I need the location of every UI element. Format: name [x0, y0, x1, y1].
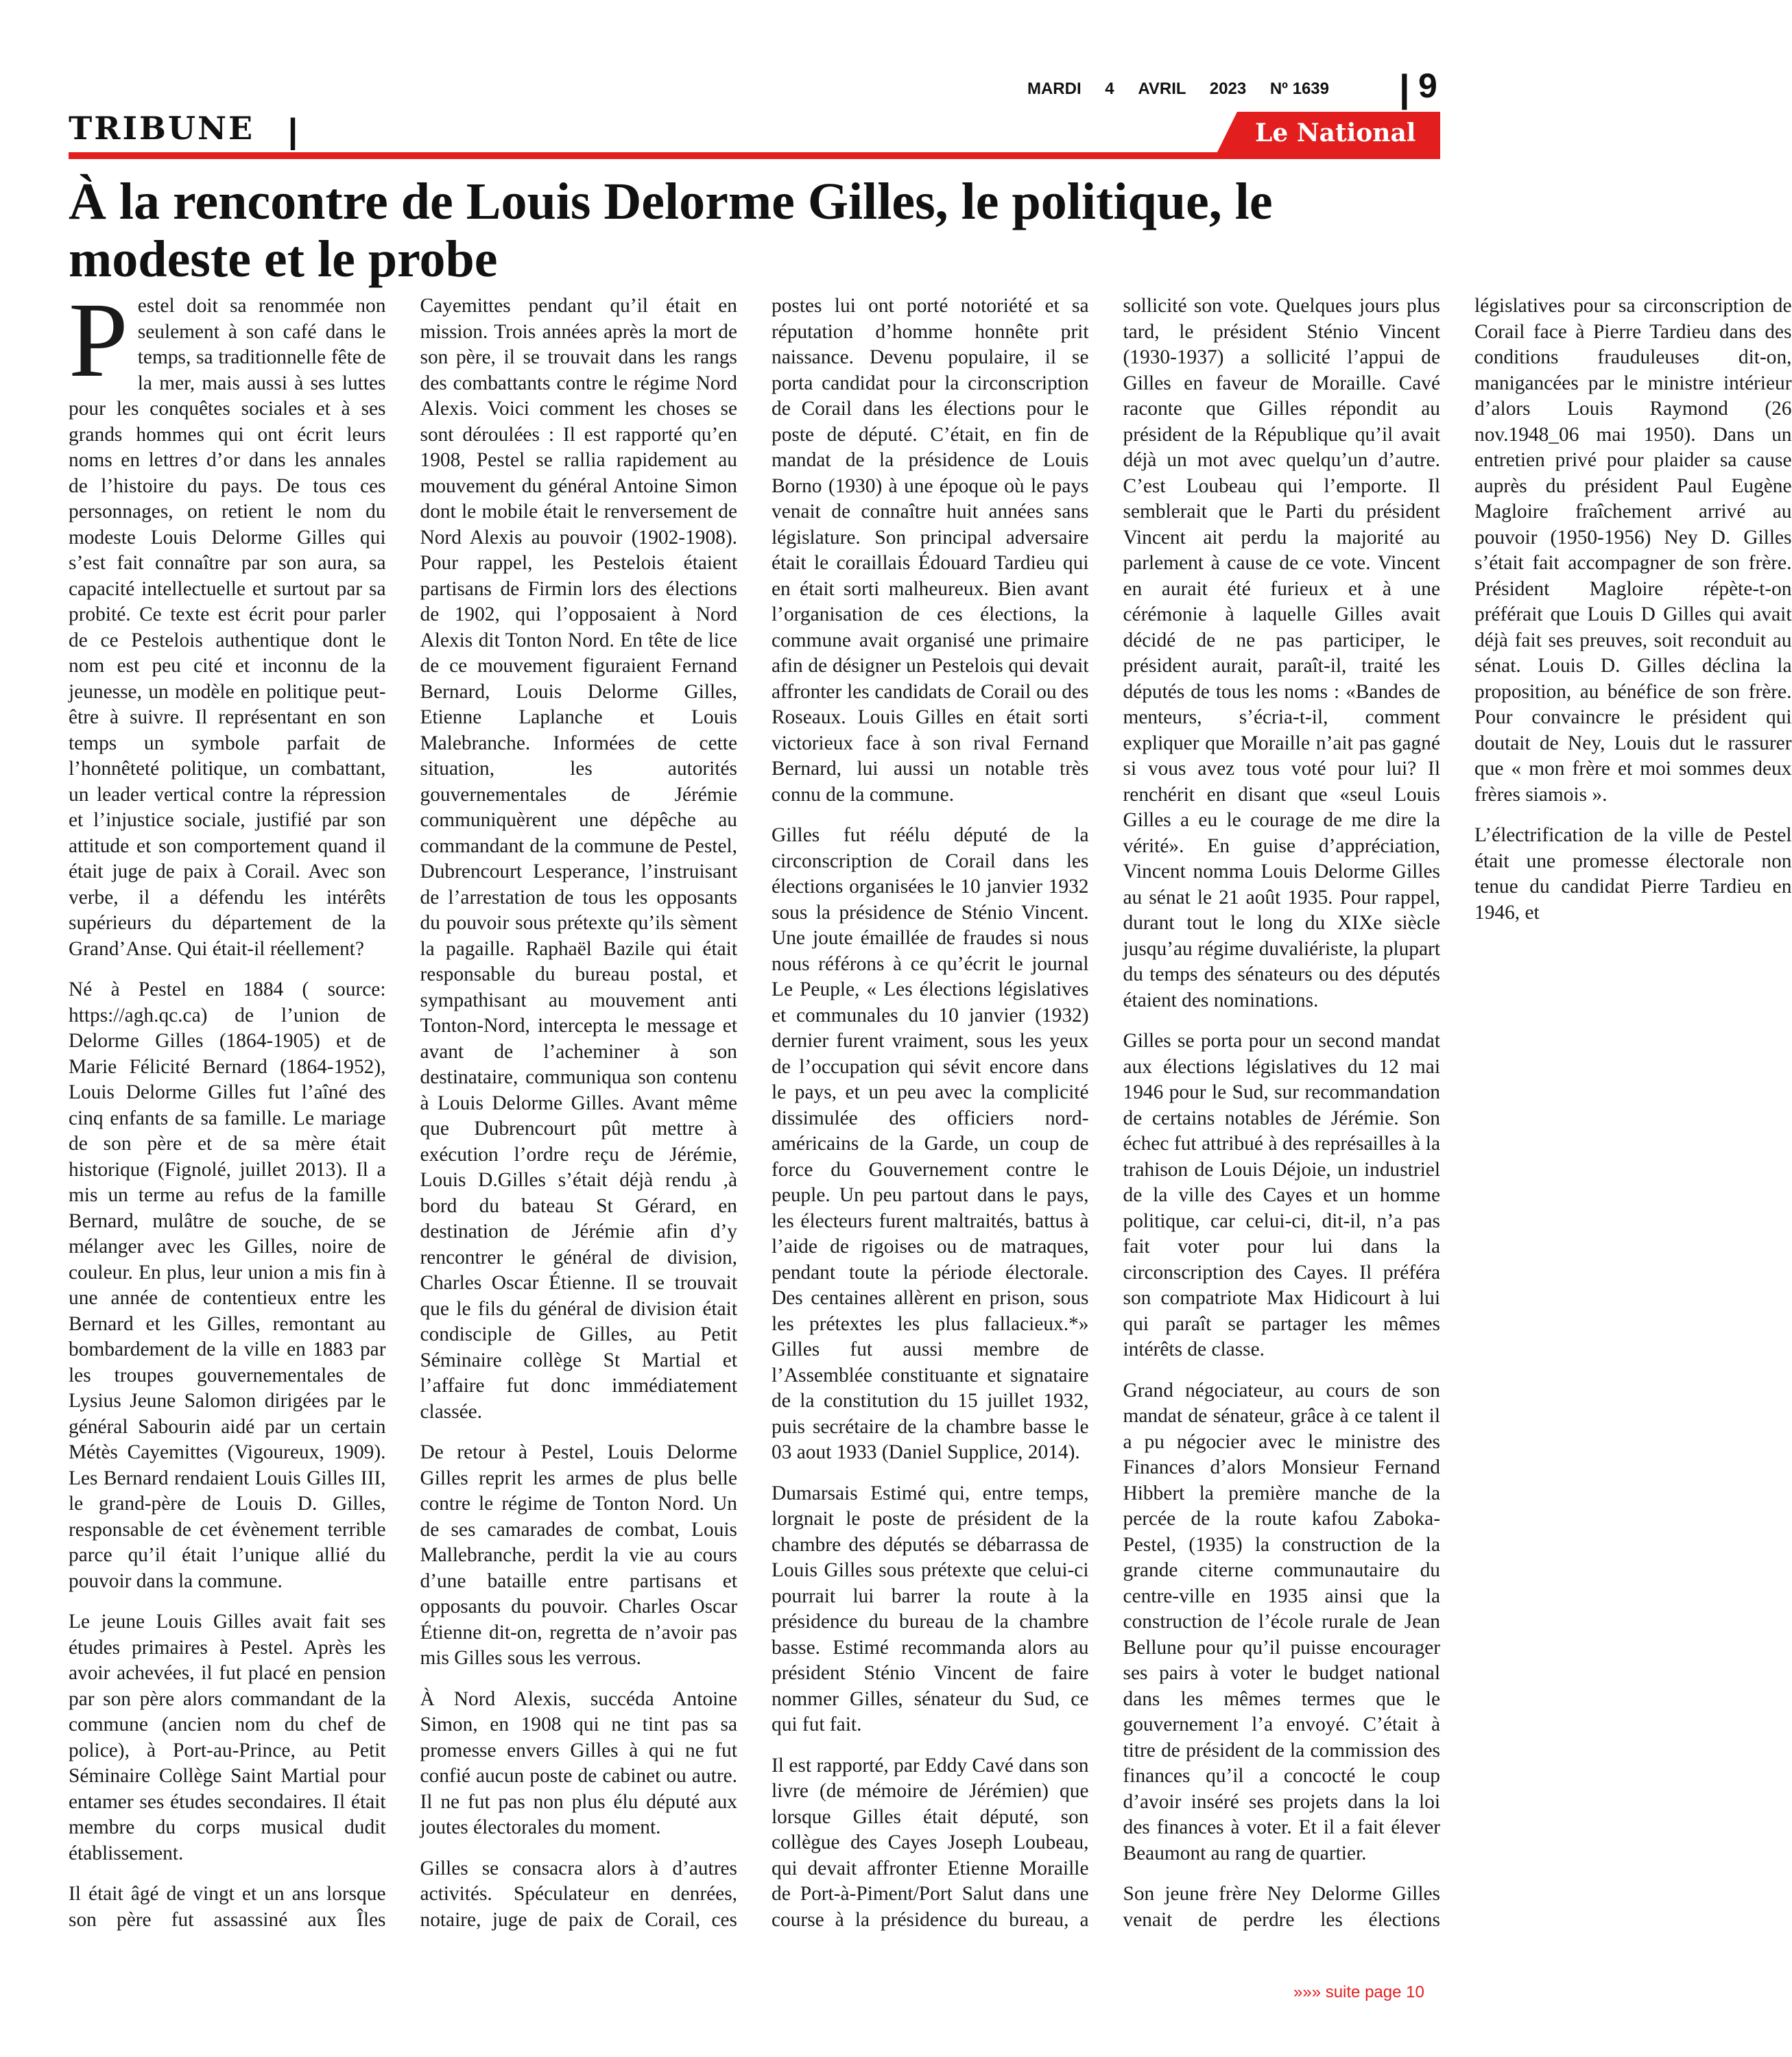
article-paragraph: Il est rapporté, par Eddy Cavé dans son livre (de mémoire de Jérémien) que lorsque Gilles était député, son collègue des Cayes Joseph Loubeau, qui devait affronter Etienne Moraille de Port-à-Piment/Port Salut dans une course à la présidence du bureau, a sollicité son vote. Quelques jours plus tard, le président Sténio Vincent (1930-1937) a sollicité l’appui de Gilles en faveur de Moraille. Cavé raconte que Gilles répondit au président de la République qu’il avait déjà un mot avec quelqu’un d’autre. C’est Loubeau qui l’emporte. Il semblerait que le Parti du président Vincent ait perdu la majorité au parlement à cause de ce vote. Vincent en aurait été furieux et à une cérémonie à laquelle Gilles avait décidé de ne pas participer, le président aurait, paraît-il, traité les députés de tous les noms : «Bandes de menteurs, s’écria-t-il, comment expliquer que Moraille n’ait pas gagné si vous avez tous voté pour lui? Il renchérit en disant que «seul Louis Gilles a eu le courage de me dire la vérité». En guise d’appréciation, Vincent nomma Louis Delorme Gilles au sénat le 21 août 1935. Pour rappel, durant tout le long du XIXe siècle jusqu’au régime duvaliériste, la plupart du temps des sénateurs ou des députés étaient des nominations.: [772, 295, 1440, 1931]
dateline: [1027, 80, 1329, 99]
article-paragraph: Né à Pestel en 1884 ( source: https://agh.qc.ca) de l’union de Delorme Gilles (1864-1905) et de Marie Félicité Bernard (1864-1952), Louis Delorme Gilles fut l’aîné des cinq enfants de sa famille. Le mariage de son père et de sa mère était historique (Fignolé, juillet 2013). Il a mis un terme au refus de la famille Bernard, mulâtre de souche, de se mélanger avec les Gilles, noire de couleur. En plus, leur union a mis fin à une année de contentieux entre les Bernard et les Gilles, remontant au bombardement de la ville en 1883 par les troupes gouvernementales de Lysius Jeune Salomon dirigées par le général Sabourin aidé par un certain Métès Cayemittes (Vigoureux, 1909). Les Bernard rendaient Louis Gilles III, le grand-père de Louis D. Gilles, responsable de cet évènement terrible parce qu’il était l’unique allié du pouvoir dans la commune.: [69, 978, 386, 1592]
article-paragraph: De retour à Pestel, Louis Delorme Gilles reprit les armes de plus belle contre le régime de Tonton Nord. Un de ses camarades de combat, Louis Mallebranche, perdit la vie au cours d’une bataille entre partisans et opposants du pouvoir. Charles Oscar Étienne dit-on, regretta de n’avoir pas mis Gilles sous les verrous.: [420, 1441, 737, 1669]
article-paragraph: Grand négociateur, au cours de son mandat de sénateur, grâce à ce talent il a pu négocier avec le ministre des Finances d’alors Monsieur Fernand Hibbert la première manche de la percée de la route kafou Zaboka-Pestel, (1935) la construction de la grande citerne communautaire du centre-ville en 1935 ainsi que la construction de l’école rurale de Jean Bellune pour qu’il puisse encourager ses pairs à voter le budget national dans les mêmes termes que le gouvernement l’a envoyé. C’était à titre de président de la commission des finances qu’il a concocté le coup d’avoir inséré ses projets dans la loi des finances à voter. Et il a fait élever Beaumont au rang de quartier.: [1123, 1379, 1440, 1864]
date-day: 4: [1105, 80, 1114, 98]
article-body: [69, 280, 1792, 1953]
continued-link[interactable]: »»» suite page 10: [1293, 1983, 1424, 2001]
article-paragraph: Il était âgé de vingt et un ans lorsque son père fut assassiné aux Îles Cayemittes pendant qu’il était en mission. Trois années après la mort de son père, il se trouvait dans les rangs des combattants contre le régime Nord Alexis. Voici comment les choses se sont déroulées : Il est rapporté qu’en 1908, Pestel se rallia rapidement au mouvement du général Antoine Simon dont le mobile était le renversement de Nord Alexis au pouvoir (1902-1908). Pour rappel, les Pestelois étaient partisans de Firmin lors des élections de 1902, qui l’opposaient à Nord Alexis dit Tonton Nord. En tête de lice de ce mouvement figuraient Fernand Bernard, Louis Delorme Gilles, Etienne Laplanche et Louis Malebranche. Informées de cette situation, les autorités gouvernementales de Jérémie communiquèrent une dépêche au commandant de la commune de Pestel, Dubrencourt Lesperance, l’instruisant de l’arrestation de tous les opposants du pouvoir sous prétexte qu’ils sèment la pagaille. Raphaël Bazile qui était responsable du bureau postal, et sympathisant au mouvement anti Tonton-Nord, intercepta le message et avant de l’acheminer à son destinataire, communiqua son contenu à Louis Delorme Gilles. Avant même que Dubrencourt pût mettre à exécution l’ordre reçu de Jérémie, Louis D.Gilles s’était déjà rendu ,à bord du bateau St Gérard, en destination de Jérémie afin d’y rencontrer le général de division, Charles Oscar Étienne. Il se trouvait que le fils du général de division était condisciple de Gilles, au Petit Séminaire collège St Martial et l’affaire fut donc immédiatement classée.: [69, 295, 737, 1931]
article-paragraph: L’électrification de la ville de Pestel était une promesse électorale non tenue du candidat Pierre Tardieu en 1946, et: [1474, 824, 1792, 924]
drop-cap: P: [69, 280, 128, 399]
article-paragraph: [69, 280, 386, 962]
page-number-separator: |: [1399, 67, 1410, 110]
paragraph-text: estel doit sa renommée non seulement à son café dans le temps, sa traditionnelle fête de la mer, mais aussi à ses luttes pour les conquêtes sociales et à ses grands hommes qui ont écrit leurs noms en lettres d’or dans les annales de l’histoire du pays. De tous ces personnages, on retient le nom du modeste Louis Delorme Gilles qui s’est fait connaître par son aura, sa capacité intellectuelle et surtout par sa probité. Ce texte est écrit pour parler de ce Pestelois authentique dont le nom est peu cité et inconnu de la jeunesse, un modèle en politique peut-être à suivre. Il représentant en son temps un symbole parfait de l’honnêteté politique, un combattant, un leader vertical contre la répression et l’injustice sociale, justifié par son attitude et son comportement quand il était juge de paix à Corail. Avec son verbe, il a défendu les intérêts supérieurs du département de la Grand’Anse. Qui était-il réellement?: [69, 295, 386, 960]
article-paragraph: Dumarsais Estimé qui, entre temps, lorgnait le poste de président de la chambre des députés se débarrassa de Louis Gilles sous prétexte que celui-ci pourrait lui barrer la route à la présidence du bureau de la chambre basse. Estimé recommanda alors au président Sténio Vincent de faire nommer Gilles, sénateur du Sud, ce qui fut fait.: [772, 1482, 1089, 1735]
page-number: 9: [1418, 67, 1437, 105]
article-paragraph: Son jeune frère Ney Delorme Gilles venait de perdre les élections législatives pour sa circonscription de Corail face à Pierre Tardieu dans des conditions frauduleuses dit-on, manigancées par le ministre intérieur d’alors Louis Raymond (26 nov.1948_06 mai 1950). Dans un entretien privé pour plaider sa cause auprès du président Paul Eugène Magloire fraîchement arrivé au pouvoir (1950-1956) Ney D. Gilles s’était fait accompagner de son frère. Président Magloire répète-t-on préférait que Louis D Gilles qui avait déjà fait ses preuves, soit reconduit au sénat. Louis D. Gilles déclina la proposition, au bénéfice de son frère. Pour convaincre le président qui doutait de Ney, Louis dut le rassurer que « mon frère et moi sommes deux frères siamois ».: [1123, 295, 1792, 1931]
article-paragraph: À Nord Alexis, succéda Antoine Simon, en 1908 qui ne tint pas sa promesse envers Gilles à qui ne fut confié aucun poste de cabinet ou autre. Il ne fut pas non plus élu député aux joutes électorales du moment.: [420, 1687, 737, 1838]
article-title: À la rencontre de Louis Delorme Gilles, le politique, le modeste et le probe: [69, 173, 1273, 288]
header-rule: [69, 152, 1440, 159]
article-paragraph: Gilles fut réélu député de la circonscription de Corail dans les élections organisées le 10 janvier 1932 sous la présidence de Sténio Vincent. Une joute émaillée de fraudes si nous nous référons à ce qu’écrit le journal Le Peuple, « Les élections législatives et communales du 10 janvier (1932) dernier furent vraiment, sous les yeux de l’occupation qui sévit encore dans le pays, et un peu avec la complicité dissimulée des officiers nord-américains de la Garde, un coup de force du Gouvernement contre le peuple. Un peu partout dans le pays, les électeurs furent maltraités, battus à l’aide de rigoises ou de matraques, pendant toute la période électorale. Des centaines allèrent en prison, sous les prétextes les plus fallacieux.*» Gilles fut aussi membre de l’Assemblée constituante et signataire de la constitution du 15 juillet 1932, puis secrétaire de la chambre basse le 03 aout 1933 (Daniel Supplice, 2014).: [772, 824, 1089, 1463]
article-paragraph: Le jeune Louis Gilles avait fait ses études primaires à Pestel. Après les avoir achevées, il fut placé en pension par son père alors commandant de la commune (ancien nom du chef de police), à Port-au-Prince, au Petit Séminaire Collège Saint Martial pour entamer ses études secondaires. Il était membre du corps musical dudit établissement.: [69, 1611, 386, 1864]
article-paragraph: Gilles se porta pour un second mandat aux élections législatives du 12 mai 1946 pour le Sud, sur recommandation de certains notables de Jérémie. Son échec fut attribué à des représailles à la trahison de Louis Déjoie, un industriel de la ville des Cayes et un homme politique, car celui-ci, dit-il, n’a pas fait voter pour lui dans la circonscription des Cayes. Il préféra son compatriote Max Hidicourt à lui qui paraît se partager les mêmes intérêts de classe.: [1123, 1030, 1440, 1360]
date-month: AVRIL: [1138, 80, 1186, 98]
section-separator: |: [288, 112, 298, 150]
issue-number: Nº 1639: [1269, 80, 1329, 98]
date-year: 2023: [1209, 80, 1247, 98]
section-label: TRIBUNE: [69, 110, 255, 147]
newspaper-name: Le National: [1255, 119, 1416, 147]
date-weekday: MARDI: [1027, 80, 1082, 98]
article-paragraph: Gilles se consacra alors à d’autres activités. Spéculateur en denrées, notaire, juge de paix de Corail, ces postes lui ont porté notoriété et sa réputation d’homme honnête prit naissance. Devenu populaire, il se porta candidat pour la circonscription de Corail dans les élections pour le poste de député. C’était, en fin de mandat de la présidence de Louis Borno (1930) à une époque où le pays venait de connaître huit années sans législature. Son principal adversaire était le coraillais Édouard Tardieu qui en était sorti malheureux. Bien avant l’organisation de ces élections, la commune avait organisé une primaire afin de désigner un Pestelois qui devait affronter les candidats de Corail ou des Roseaux. Louis Gilles en était sorti victorieux face à son rival Fernand Bernard, lui aussi un notable très connu de la commune.: [420, 295, 1089, 1931]
